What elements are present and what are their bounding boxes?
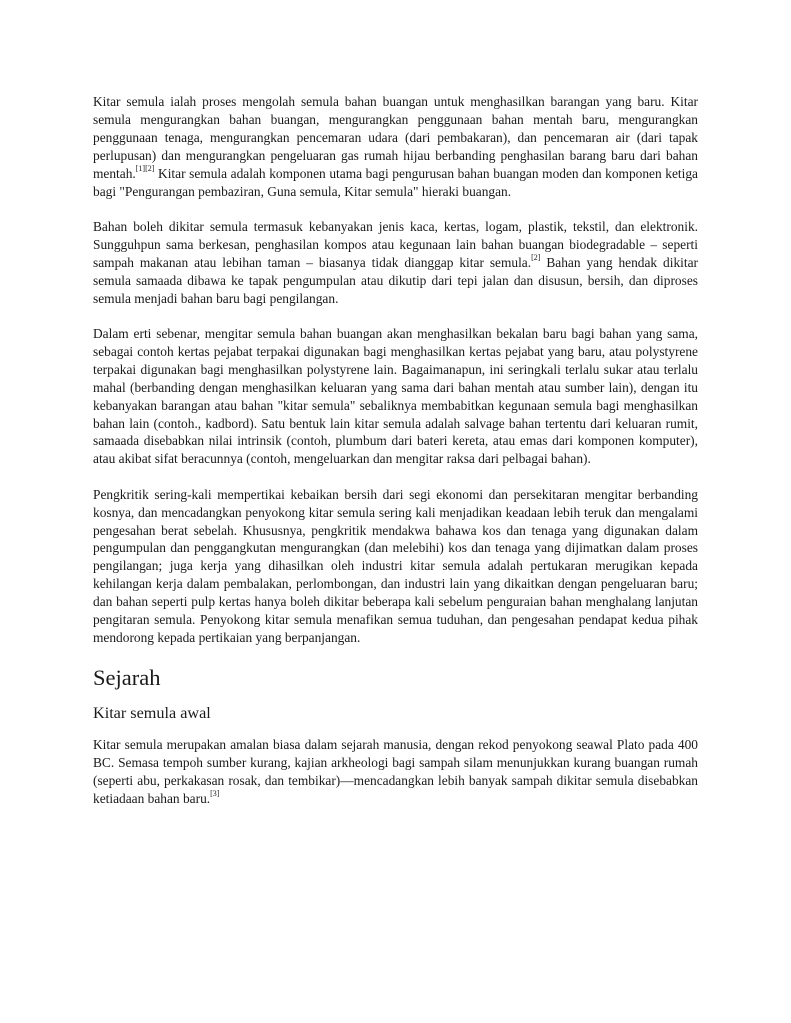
paragraph-process-text: Dalam erti sebenar, mengitar semula bahan buangan akan menghasilkan bekalan baru bagi bahan yang sama, sebagai contoh kertas pejabat terpakai digunakan bagi menghasilkan kertas pejabat yang baru, atau polystyrene terpakai digunakan bagi menghasilkan polystyrene lain. Bagaimanapun, ini seringkali terlalu sukar atau terlalu mahal (berbanding dengan menghasilkan keluaran yang sama dari bahan mentah atau sumber lain), dengan itu kebanyakan barangan atau bahan "kitar semula" sebaliknya membabitkan kegunaan semula bagi menghasilkan bahan lain (contoh., kadbord). Satu bentuk lain kitar semula adalah salvage bahan tertentu dari keluaran rumit, samaada disebabkan nilai intrinsik (contoh, plumbum dari bateri kereta, atau emas dari komponen komputer), atau akibat sifat beracunnya (contoh, mengeluarkan dan mengitar raksa dari pelbagai bahan). bbox=[93, 325, 698, 467]
citation-ref[interactable]: [2] bbox=[531, 253, 541, 263]
paragraph-materials-text: Bahan boleh dikitar semula termasuk kebanyakan jenis kaca, kertas, logam, plastik, tekstil, dan elektronik. Sungguhpun sama berkesan, penghasilan kompos atau kegunaan lain bahan buangan biodegradable – seperti sampah makanan atau lebihan taman – biasanya tidak dianggap kitar semula. bbox=[93, 218, 698, 270]
section-heading-history: Sejarah bbox=[93, 664, 161, 690]
paragraph-early-recycling bbox=[93, 736, 698, 808]
paragraph-materials-text-after: Bahan yang hendak dikitar semula samaada dibawa ke tapak pengumpulan atau dikutip dari tepi jalan dan disusun, bersih, dan diproses semula menjadi bahan baru bagi pengilangan. bbox=[93, 254, 698, 306]
paragraph-materials bbox=[93, 218, 698, 308]
paragraph-intro-text-after: Kitar semula adalah komponen utama bagi pengurusan bahan buangan moden dan komponen ketiga bagi "Pengurangan pembaziran, Guna semula, Kitar semula" hieraki buangan. bbox=[93, 165, 698, 199]
paragraph-process bbox=[93, 325, 698, 468]
document-page bbox=[93, 93, 698, 825]
paragraph-criticism-text: Pengkritik sering-kali mempertikai kebaikan bersih dari segi ekonomi dan persekitaran mengitar berbanding kosnya, dan mencadangkan penyokong kitar semula sering kali menjadikan keadaan lebih teruk dan mengalami pengesahan berat sebelah. Khususnya, pengkritik mendakwa bahawa kos dan tenaga yang digunakan dalam pengumpulan dan penggangkutan mengurangkan (dan melebihi) kos dan tenaga yang dijimatkan dalam proses pengilangan; juga kerja yang dihasilkan oleh industri kitar semula adalah pertukaran merugikan kepada kehilangan kerja dalam pembalakan, perlombongan, dan industri lain yang dikaitkan dengan pengeluaran baru; dan bahan seperti pulp kertas hanya boleh dikitar beberapa kali sebelum penguraian bahan menghalang lanjutan pengitaran semula. Penyokong kitar semula menafikan semua tuduhan, dan pengesahan pendapat kedua pihak mendorong kepada pertikaian yang berpanjangan. bbox=[93, 486, 698, 645]
citation-ref[interactable]: [3] bbox=[210, 789, 220, 799]
paragraph-intro bbox=[93, 93, 698, 200]
paragraph-early-recycling-text: Kitar semula merupakan amalan biasa dalam sejarah manusia, dengan rekod penyokong seawal Plato pada 400 BC. Semasa tempoh sumber kurang, kajian arkheologi bagi sampah silam menunjukkan kurang buangan rumah (seperti abu, perkakasan rosak, dan tembikar)—mencadangkan lebih banyak sampah dikitar semula disebabkan ketiadaan bahan baru. bbox=[93, 736, 698, 806]
paragraph-intro-text: Kitar semula ialah proses mengolah semula bahan buangan untuk menghasilkan barangan yang baru. Kitar semula mengurangkan bahan buangan, mengurangkan penggunaan bahan mentah baru, mengurangkan penggunaan tenaga, mengurangkan pencemaran udara (dari pembakaran), dan pencemaran air (dari tapak perlupusan) dan mengurangkan pengeluaran gas rumah hijau berbanding penghasilan barang baru dari bahan mentah. bbox=[93, 94, 698, 181]
citation-ref[interactable]: [1][2] bbox=[135, 164, 155, 174]
paragraph-criticism bbox=[93, 486, 698, 647]
subsection-heading-early-recycling: Kitar semula awal bbox=[93, 703, 211, 722]
